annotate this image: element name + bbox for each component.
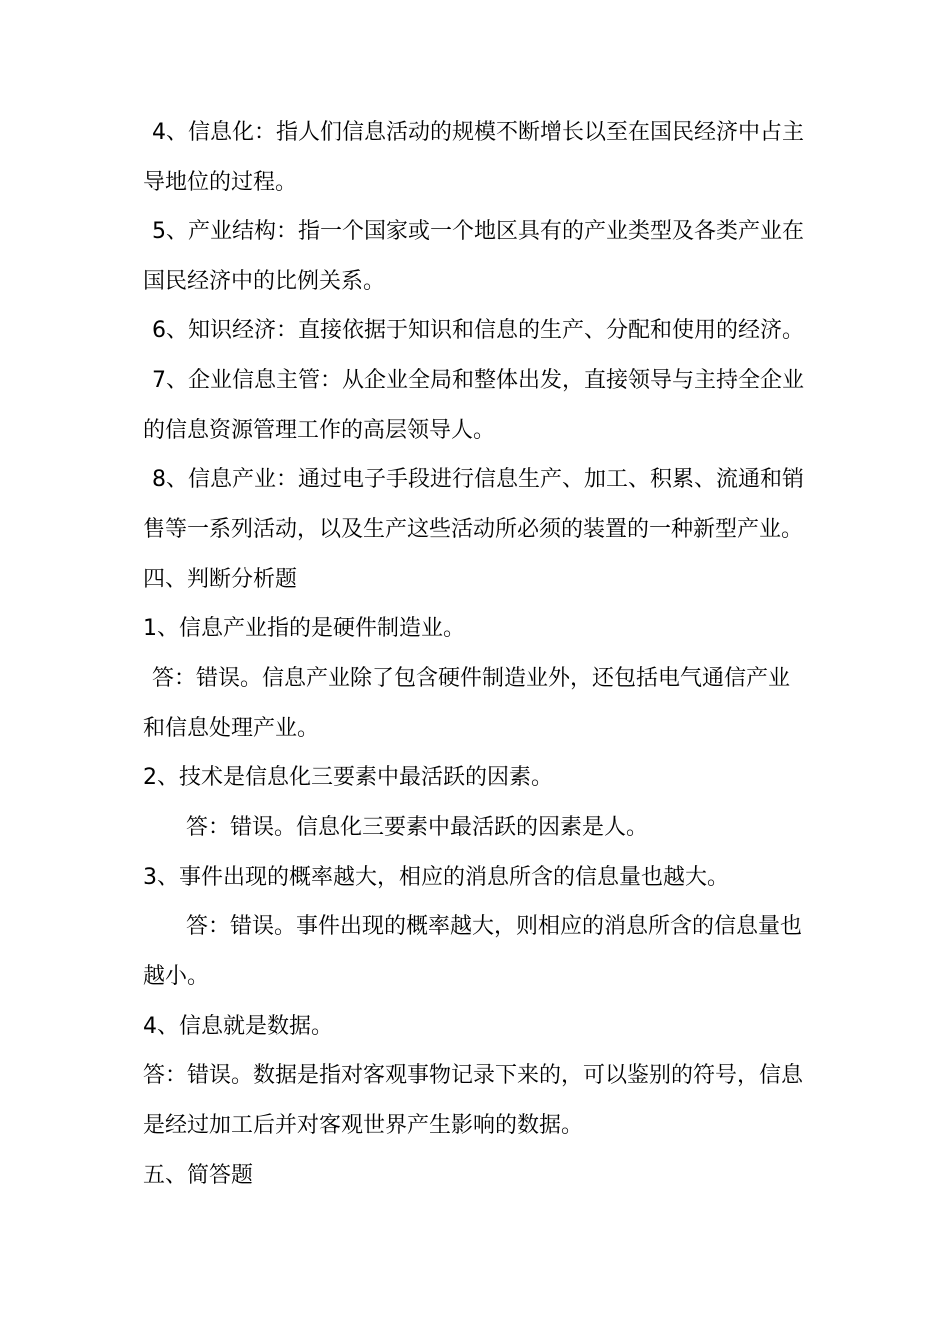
definition-6-line-1: 6、知识经济：直接依据于知识和信息的生产、分配和使用的经济。: [152, 318, 804, 343]
section-heading-judgment: 四、判断分析题: [143, 567, 298, 592]
section-heading-short-answer: 五、简答题: [143, 1163, 254, 1188]
definition-7-line-1: 7、企业信息主管：从企业全局和整体出发，直接领导与主持全企业: [152, 368, 804, 393]
definition-4-line-1: 4、信息化：指人们信息活动的规模不断增长以至在国民经济中占主: [152, 120, 804, 145]
definition-7-line-2: 的信息资源管理工作的高层领导人。: [143, 418, 496, 443]
question-3: 3、事件出现的概率越大，相应的消息所含的信息量也越大。: [143, 865, 729, 890]
answer-3-line-1: 答：错误。事件出现的概率越大，则相应的消息所含的信息量也: [186, 914, 803, 939]
definition-5-line-1: 5、产业结构：指一个国家或一个地区具有的产业类型及各类产业在: [152, 219, 804, 244]
answer-4-line-2: 是经过加工后并对客观世界产生影响的数据。: [143, 1113, 584, 1138]
answer-1-line-2: 和信息处理产业。: [143, 716, 320, 741]
answer-3-line-2: 越小。: [143, 964, 210, 989]
answer-4-line-1: 答：错误。数据是指对客观事物记录下来的，可以鉴别的符号，信息: [143, 1063, 804, 1088]
definition-8-line-1: 8、信息产业：通过电子手段进行信息生产、加工、积累、流通和销: [152, 467, 804, 492]
definition-5-line-2: 国民经济中的比例关系。: [143, 269, 386, 294]
answer-2: 答：错误。信息化三要素中最活跃的因素是人。: [186, 815, 649, 840]
definition-8-line-2: 售等一系列活动，以及生产这些活动所必须的装置的一种新型产业。: [143, 517, 804, 542]
definition-4-line-2: 导地位的过程。: [143, 170, 298, 195]
question-1: 1、信息产业指的是硬件制造业。: [143, 616, 465, 641]
answer-1-line-1: 答：错误。信息产业除了包含硬件制造业外，还包括电气通信产业: [152, 666, 791, 691]
question-4: 4、信息就是数据。: [143, 1014, 333, 1039]
question-2: 2、技术是信息化三要素中最活跃的因素。: [143, 765, 553, 790]
